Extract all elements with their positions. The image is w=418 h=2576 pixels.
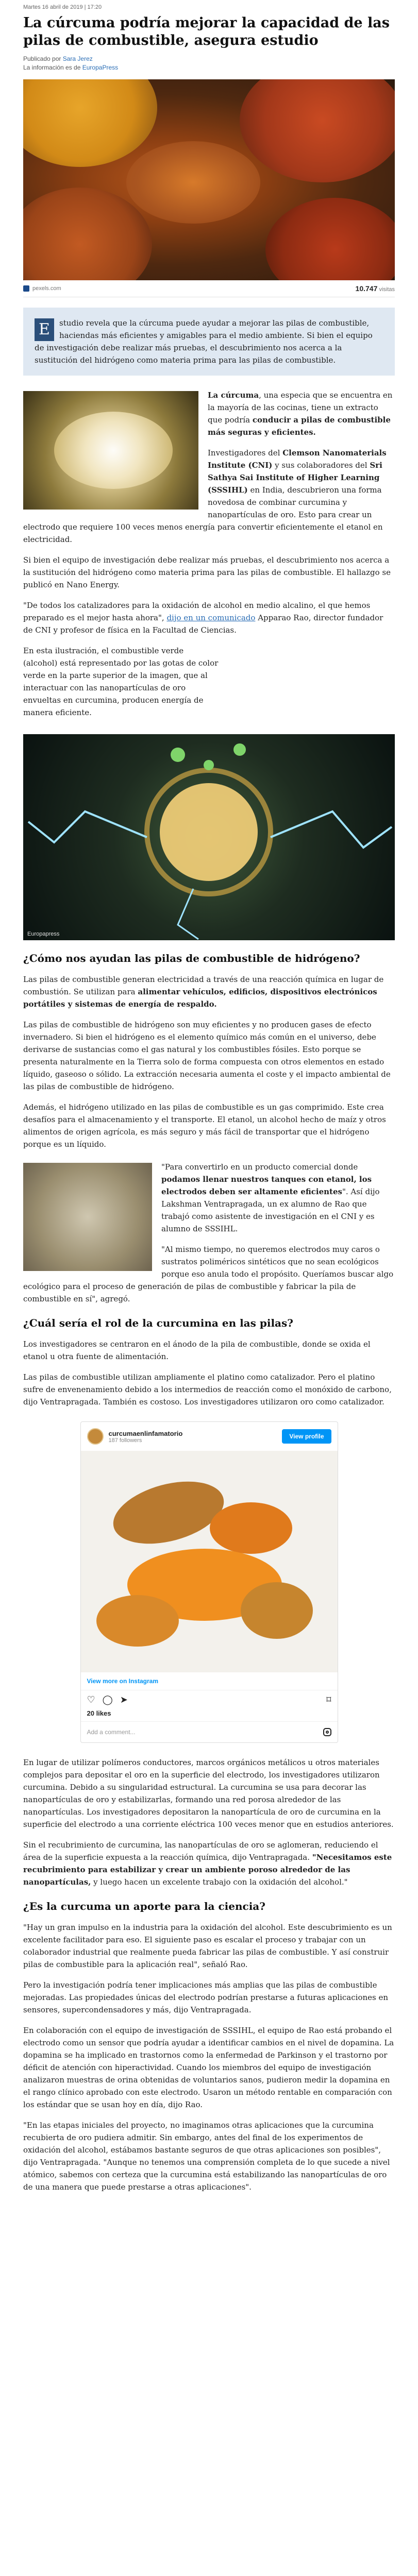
lightning-left xyxy=(28,811,147,842)
paragraph-15: "Hay un gran impulso en la industria para la oxidación del alcohol. Este descubrimiento es un excelente facilitador para eso. El siguiente paso es escalar el proceso y trabajar con un colaborador industrial que realmente pueda fabricar las pilas de combustible. Y así construir pilas de combustible para la aplicación real", señaló Rao. xyxy=(23,1923,392,1969)
source-link[interactable]: EuropaPress xyxy=(82,64,119,71)
comment-icon[interactable]: ◯ xyxy=(102,1694,113,1705)
p2-e: en India, descubrieron una forma novedosa de combinar curcumina y nanopartículas de oro. Esto para crear un electrodo que requiere 100 veces menos energía para convertir eficientemente el etanol en electricidad. xyxy=(23,485,383,544)
p9-b: podamos llenar nuestros tanques con etanol, los electrodos deben ser altamente eficientes xyxy=(161,1175,372,1196)
turmeric-root xyxy=(241,1582,313,1639)
bookmark-icon[interactable]: ⌑ xyxy=(326,1694,331,1705)
turmeric-root xyxy=(106,1470,230,1554)
lightning-right xyxy=(271,811,392,848)
turmeric-root xyxy=(96,1595,179,1647)
source-prefix: La información es de xyxy=(23,64,81,71)
p6-b: alimentar vehículos, edificios, dispositivos electrónicos portátiles y sistemas de energía de respaldo. xyxy=(23,987,377,1009)
hero-credit-text: pexels.com xyxy=(32,285,61,292)
instagram-username[interactable]: curcumaenlinfamatorio xyxy=(108,1429,183,1437)
p2-a: Investigadores del xyxy=(208,448,283,457)
lab-researcher-image xyxy=(23,1163,152,1271)
section-intro xyxy=(23,389,395,719)
p14-b: "Necesitamos este recubrimiento para estabilizar y crear un ambiente poroso alrededor de las nanopartículas, xyxy=(23,1853,392,1887)
turmeric-slice xyxy=(210,1502,292,1554)
spice-pile xyxy=(126,141,260,224)
instagram-embed xyxy=(80,1421,338,1743)
heading-curcumin-role: ¿Cuál sería el rol de la curcumina en las pilas? xyxy=(23,1317,293,1329)
paragraph-8: Además, el hidrógeno utilizado en las pilas de combustible es un gas comprimido. Este crea desafíos para el almacenamiento y el transporte. El etanol, un alcohol hecho de maíz y otros alimentos de origen agrícola, es más seguro y más fácil de transportar que el hidrógeno porque es un líquido. xyxy=(23,1103,386,1149)
p2-d: Sri Sathya Sai Institute of Higher Learning (SSSIHL) xyxy=(208,461,382,495)
spoon-turmeric xyxy=(23,79,157,167)
instagram-photo[interactable] xyxy=(81,1451,338,1672)
heart-icon[interactable]: ♡ xyxy=(87,1694,95,1705)
p14-c: y luego hacen un excelente trabajo con la oxidación del alcohol." xyxy=(91,1877,348,1887)
instagram-followers: 187 followers xyxy=(108,1437,142,1444)
paragraph-14 xyxy=(23,1839,395,1888)
p9-c: ". Así dijo Lakshman Ventrapragada, un ex alumno de Rao que trabajó como asistente de investigación en el CNI y es alumno de SSSIHL. xyxy=(161,1187,380,1233)
p1-a: La cúrcuma xyxy=(208,391,259,400)
gold-nanoparticle xyxy=(160,783,258,881)
instagram-user xyxy=(109,1430,282,1444)
paragraph-7: Las pilas de combustible de hidrógeno son muy eficientes y no producen gases de efecto invernadero. Si bien el hidrógeno es el elemento químico más común en el universo, debe derivarse de sustancias como el gas natural y los combustibles fósiles. Esto porque se presenta naturalmente en la Tierra solo de forma compuesta con otros elementos en estado líquido, gaseoso o sólido. La extracción necesaria aumenta el coste y el impacto ambiental de las pilas de combustible de hidrógeno. xyxy=(23,1020,391,1091)
instagram-actions xyxy=(81,1690,338,1709)
instagram-header xyxy=(81,1422,338,1451)
pexels-icon xyxy=(23,285,29,292)
paragraph-6 xyxy=(23,973,395,1010)
p6-a: Las pilas de combustible generan electricidad a través de una reacción química en lugar de combustión. Se utilizan para xyxy=(23,975,384,996)
hero-caption xyxy=(23,280,395,297)
add-comment-input[interactable]: Add a comment... xyxy=(87,1728,136,1736)
heading-hydrogen-cells: ¿Cómo nos ayudan las pilas de combustible de hidrógeno? xyxy=(23,952,360,964)
dropcap: E xyxy=(35,318,54,341)
press-release-link[interactable]: dijo en un comunicado xyxy=(166,613,256,622)
paragraph-12: Las pilas de combustible utilizan ampliamente el platino como catalizador. Pero el platino sufre de envenenamiento debido a los intermedios de reacción como el monóxido de carbono, dijo Ventrapragada. También es costoso. Los investigadores utilizaron oro como catalizador. xyxy=(23,1372,392,1406)
published-prefix: Publicado por xyxy=(23,55,61,62)
instagram-likes: 20 likes xyxy=(87,1709,111,1717)
paragraph-4 xyxy=(23,599,395,636)
p9-a: "Para convertirlo en un producto comercial donde xyxy=(161,1162,358,1172)
view-profile-button[interactable]: View profile xyxy=(282,1429,331,1444)
p4-a: "De todos los catalizadores para la oxidación de alcohol en medio alcalino, el que hemos preparado es el mejor hasta ahora", xyxy=(23,601,371,622)
lead-paragraph xyxy=(23,308,395,376)
p2-b: Clemson Nanomaterials Institute (CNI) xyxy=(208,448,387,470)
instagram-logo-icon[interactable] xyxy=(323,1728,331,1736)
hero-image xyxy=(23,79,395,280)
ethanol-drop xyxy=(204,760,214,770)
instagram-comment-row xyxy=(81,1721,338,1742)
paragraph-17: En colaboración con el equipo de investigación de SSSIHL, el equipo de Rao está probando el electrodo como un sensor que podría ayudar a identificar cambios en el nivel de dopamina. La dopamina se ha implicado en trastornos como la enfermedad de Parkinson y el trastorno por déficit de atención con hiperactividad. Cuando los miembros del equipo de investigación analizaron muestras de orina obtenidas de voluntarios sanos, pudieron medir la dopamina en el rango clínico aprobado con este electrodo. Usaron un método rentable en comparación con los estándar que se usan hoy en día, dijo Rao. xyxy=(23,2026,394,2109)
views-label: visitas xyxy=(379,286,395,293)
views-count xyxy=(356,284,395,293)
p14-a: Sin el recubrimiento de curcumina, las nanopartículas de oro se aglomeran, reduciendo el área de la superficie expuesta a la reacción química, dijo Ventrapragada. xyxy=(23,1840,378,1862)
illustration-caption: Europapress xyxy=(27,931,60,937)
article-date: Martes 16 abril de 2019 | 17:20 xyxy=(23,4,102,10)
hero-credit xyxy=(23,285,61,292)
p2-c: y sus colaboradores del xyxy=(272,461,370,470)
paragraph-13: En lugar de utilizar polímeros conductores, marcos orgánicos metálicos u otros materiales complejos para depositar el oro en la superficie del electrodo, los investigadores utilizaron curcumina. Debido a su singularidad estructural. La curcumina se usa para decorar las nanopartículas de oro y estabilizarlas, formando una red porosa alrededor de las nanopartículas. Los investigadores depositaron la nanopartícula de oro de curcumina en la superficie del electrodo a una corriente eléctrica 100 veces menor que en estudios anteriores. xyxy=(23,1758,394,1829)
paragraph-18: "En las etapas iniciales del proyecto, no imaginamos otras aplicaciones que la curcumina recubierta de oro pudiera admitir. Sin embargo, antes del final de los experimentos de oxidación del alcohol, estábamos bastante seguros de que otras aplicaciones son posibles", dijo Ventrapragada. "Aunque no tenemos una comprensión completa de lo que sucede a nivel atómico, sabemos con certeza que la curcumina está estabilizando las nanopartículas de oro de una manera que puede prestarse a otras aplicaciones". xyxy=(23,2121,390,2192)
spoon-bowl xyxy=(23,188,152,280)
illustration-svg xyxy=(23,734,395,940)
section-quote xyxy=(23,1161,395,1305)
spoon-chili xyxy=(265,198,395,280)
turmeric-photo-svg xyxy=(81,1451,338,1672)
ethanol-drop xyxy=(233,743,246,756)
lead-text: studio revela que la cúrcuma puede ayudar a mejorar las pilas de combustible, haciendas más eficientes y amigables para el medio ambiente. Si bien el equipo de investigación debe realizar más pruebas, el descubrimiento nos acerca a la sustitución del hidrógeno como materia prima para las pilas de combustible. xyxy=(35,318,373,365)
paragraph-3: Si bien el equipo de investigación debe realizar más pruebas, el descubrimiento nos acerca a la sustitución del hidrógeno como materia prima para las pilas de combustible. El hallazgo se publicó en Nano Energy. xyxy=(23,555,391,589)
heading-science-contribution: ¿Es la curcuma un aporte para la ciencia? xyxy=(23,1900,265,1912)
ethanol-drop xyxy=(171,748,185,762)
spoon-paprika xyxy=(240,79,395,182)
paragraph-5: En esta ilustración, el combustible verde (alcohol) está representado por las gotas de color verde en la parte superior de la imagen, que al interactuar con las nanopartículas de oro envueltas en curcumina, producen energía de manera eficiente. xyxy=(23,646,219,717)
views-value: 10.747 xyxy=(355,284,378,293)
turmeric-root-image xyxy=(23,391,198,510)
paragraph-10: "Al mismo tiempo, no queremos electrodos muy caros o sustratos poliméricos sintéticos que no sean ecológicos porque eso anula todo el propósito. Queríamos buscar algo ecológico para el proceso de generación de pilas de combustible y fabricar la pila de combustible en sí", agregó. xyxy=(23,1245,394,1303)
author-link[interactable]: Sara Jerez xyxy=(62,55,93,62)
paragraph-11: Los investigadores se centraron en el ánodo de la pila de combustible, donde se oxida el etanol u otra fuente de alimentación. xyxy=(23,1340,371,1361)
byline xyxy=(23,55,395,72)
fuel-cell-illustration xyxy=(23,734,395,940)
share-icon[interactable]: ➤ xyxy=(120,1694,128,1705)
p1-b: , una especia que se encuentra en la mayoría de las cocinas, tiene un extracto que podría xyxy=(208,391,393,425)
view-more-link[interactable]: View more on Instagram xyxy=(81,1672,338,1690)
article-title: La cúrcuma podría mejorar la capacidad de las pilas de combustible, asegura estudio xyxy=(23,15,390,48)
paragraph-16: Pero la investigación podría tener implicaciones más amplias que las pilas de combustible mejoradas. Las propiedades únicas del electrodo podrían prestarse a futuras aplicaciones en sensores, supercondensadores y más, dijo Ventrapragada. xyxy=(23,1980,389,2014)
lightning-bottom xyxy=(178,889,198,939)
p4-b: Apparao Rao, director fundador de CNI y profesor de física en la Facultad de Ciencias. xyxy=(23,613,383,635)
instagram-avatar[interactable] xyxy=(87,1428,104,1445)
p1-c: conducir a pilas de combustible más seguras y eficientes. xyxy=(208,415,391,437)
